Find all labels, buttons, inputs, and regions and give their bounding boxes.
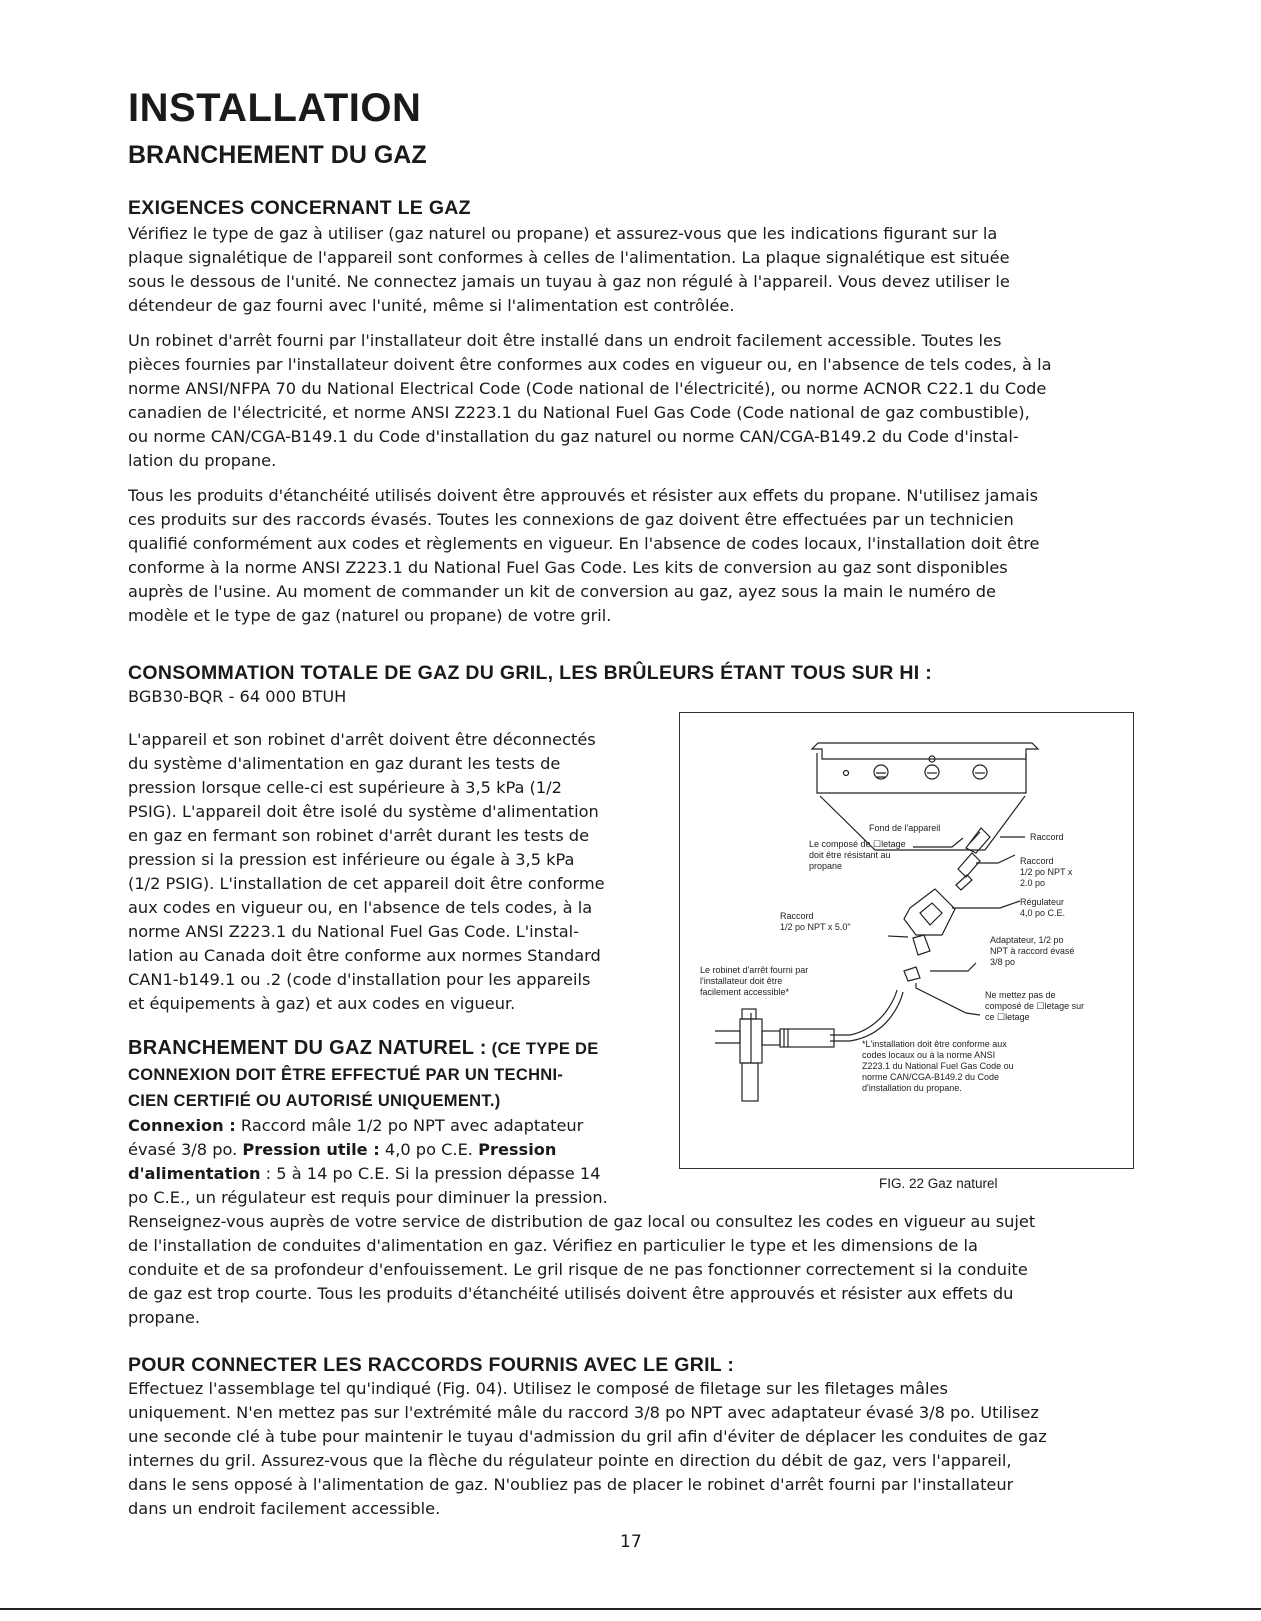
- pression-utile-label: Pression utile :: [242, 1140, 380, 1159]
- page-subtitle: BRANCHEMENT DU GAZ: [128, 141, 427, 169]
- paragraph-line: aux codes en vigueur ou, en l'absence de tels codes, à la: [128, 898, 593, 917]
- paragraph-line: dans le sens opposé à l'alimentation de gaz. N'oubliez pas de placer le robinet d'arrêt fourni par l'installateur: [128, 1475, 1014, 1494]
- paragraph-line: Renseignez-vous auprès de votre service de distribution de gaz local ou consultez les codes en vigueur au sujet: [128, 1212, 1036, 1231]
- paragraph-line: pression lorsque celle-ci est supérieure à 3,5 kPa (1/2: [128, 778, 562, 797]
- paragraph-line: pression si la pression est inférieure ou égale à 3,5 kPa: [128, 850, 575, 869]
- label-robinet: Le robinet d'arrêt fourni par: [700, 965, 809, 975]
- paragraph-line: détendeur de gaz fourni avec l'unité, même si l'alimentation est contrôlée.: [128, 296, 735, 315]
- paragraph-line: sous le dessous de l'unité. Ne connectez jamais un tuyau à gaz non régulé à l'appareil. Vous devez utiliser le: [128, 272, 1010, 291]
- connexion-text: Raccord mâle 1/2 po NPT avec adaptateur: [235, 1116, 584, 1135]
- label-note: d'installation du propane.: [862, 1083, 962, 1093]
- paragraph-line: qualifié conformément aux codes et règlements en vigueur. En l'absence de codes locaux, l'installation doit être: [128, 534, 1040, 553]
- label-ne-mettez: Ne mettez pas de: [985, 990, 1056, 1000]
- consommation-body: [128, 728, 668, 1016]
- label-compose: doit être résistant au: [809, 850, 891, 860]
- label-note: Z223.1 du National Fuel Gas Code ou: [862, 1061, 1014, 1071]
- section-heading: EXIGENCES CONCERNANT LE GAZ: [128, 197, 471, 219]
- text-run: évasé 3/8 po.: [128, 1140, 243, 1159]
- pression-label: Pression: [478, 1140, 557, 1159]
- text-run: 4,0 po C.E.: [379, 1140, 479, 1159]
- paragraph-line: lation du propane.: [128, 451, 277, 470]
- label-raccord: Raccord: [780, 911, 814, 921]
- section-heading: POUR CONNECTER LES RACCORDS FOURNIS AVEC LE GRIL :: [128, 1354, 735, 1376]
- paragraph-line: propane.: [128, 1308, 201, 1327]
- section-exigences: [128, 196, 1138, 628]
- gas-connection-diagram: [680, 713, 1133, 1168]
- paragraph-line: dans un endroit facilement accessible.: [128, 1499, 441, 1518]
- paragraph-line: lation au Canada doit être conforme aux normes Standard: [128, 946, 601, 965]
- label-regulateur: Régulateur: [1020, 897, 1065, 907]
- paragraph-line: Vérifiez le type de gaz à utiliser (gaz naturel ou propane) et assurez-vous que les indications figurant sur la: [128, 224, 998, 243]
- paragraph-line: ces produits sur des raccords évasés. Toutes les connexions de gaz doivent être effectuées par un technicien: [128, 510, 1014, 529]
- section-naturel: [128, 1036, 678, 1210]
- section-heading-note: (CE TYPE DE: [486, 1040, 599, 1058]
- paragraph-line: PSIG). L'appareil doit être isolé du système d'alimentation: [128, 802, 599, 821]
- paragraph-line: auprès de l'usine. Au moment de commander un kit de conversion au gaz, ayez sous la main le numéro de: [128, 582, 996, 601]
- paragraph-line: CAN1-b149.1 ou .2 (code d'installation pour les appareils: [128, 970, 591, 989]
- paragraph-line: conforme à la norme ANSI Z223.1 du National Fuel Gas Code. Les kits de conversion au gaz sont disponibles: [128, 558, 1008, 577]
- label-raccord: 1/2 po NPT x: [1020, 867, 1073, 877]
- label-note: *L'installation doit être conforme aux: [862, 1039, 1007, 1049]
- page-title: INSTALLATION: [128, 86, 422, 130]
- paragraph-line: et équipements à gaz) et aux codes en vigueur.: [128, 994, 516, 1013]
- section-consommation: [128, 661, 1138, 709]
- label-adaptateur: Adaptateur, 1/2 po: [990, 935, 1064, 945]
- paragraph-line: L'appareil et son robinet d'arrêt doivent être déconnectés: [128, 730, 596, 749]
- figure-caption: FIG. 22 Gaz naturel: [879, 1176, 998, 1191]
- paragraph-line: conduite et de sa profondeur d'enfouissement. Le gril risque de ne pas fonctionner correctement si la conduite: [128, 1260, 1028, 1279]
- label-raccord: Raccord: [1020, 856, 1054, 866]
- label-compose: Le composé de ☐letage: [809, 839, 906, 849]
- paragraph-line: ou norme CAN/CGA-B149.1 du Code d'installation du gaz naturel ou norme CAN/CGA-B149.2 du Code d'instal-: [128, 427, 1019, 446]
- label-regulateur: 4,0 po C.E.: [1020, 908, 1066, 918]
- gas-connection-figure: [679, 712, 1134, 1169]
- paragraph-line: Tous les produits d'étanchéité utilisés doivent être approuvés et résister aux effets du propane. N'utilisez jamais: [128, 486, 1039, 505]
- section-heading-note: CIEN CERTIFIÉ OU AUTORISÉ UNIQUEMENT.): [128, 1092, 501, 1110]
- page-number: 17: [620, 1532, 642, 1552]
- label-raccord: Raccord: [1030, 832, 1064, 842]
- paragraph-line: de gaz est trop courte. Tous les produits d'étanchéité utilisés doivent être approuvés et résister aux effets du: [128, 1284, 1014, 1303]
- regulator: [904, 889, 955, 935]
- alimentation-label: d'alimentation: [128, 1164, 261, 1183]
- paragraph-line: Un robinet d'arrêt fourni par l'installateur doit être installé dans un endroit facilement accessible. Toutes les: [128, 331, 1002, 350]
- paragraph-line: plaque signalétique de l'appareil sont conformes à celles de l'alimentation. La plaque signalétique est située: [128, 248, 1010, 267]
- model-rating: BGB30-BQR - 64 000 BTUH: [128, 687, 347, 706]
- paragraph-line: uniquement. N'en mettez pas sur l'extrémité mâle du raccord 3/8 po NPT avec adaptateur évasé 3/8 po. Utilisez: [128, 1403, 1039, 1422]
- paragraph-line: internes du gril. Assurez-vous que la flèche du régulateur pointe en direction du débit de gaz, vers l'appareil,: [128, 1451, 1012, 1470]
- paragraph-line: Effectuez l'assemblage tel qu'indiqué (Fig. 04). Utilisez le composé de filetage sur les filetages mâles: [128, 1379, 948, 1398]
- label-fond: Fond de l'appareil: [869, 823, 941, 833]
- paragraph-line: canadien de l'électricité, et norme ANSI Z223.1 du National Fuel Gas Code (Code national de gaz combustible),: [128, 403, 1030, 422]
- section-heading-note: CONNEXION DOIT ÊTRE EFFECTUÉ PAR UN TECHNI-: [128, 1066, 564, 1084]
- paragraph-line: du système d'alimentation en gaz durant les tests de: [128, 754, 561, 773]
- paragraph-line: une seconde clé à tube pour maintenir le tuyau d'admission du gril afin d'éviter de déplacer les conduites de gaz: [128, 1427, 1047, 1446]
- label-adaptateur: NPT à raccord évasé: [990, 946, 1075, 956]
- bottom-rule: [0, 1608, 1261, 1610]
- paragraph-line: (1/2 PSIG). L'installation de cet appareil doit être conforme: [128, 874, 605, 893]
- paragraph-line: norme ANSI Z223.1 du National Fuel Gas Code. L'instal-: [128, 922, 579, 941]
- section-heading: CONSOMMATION TOTALE DE GAZ DU GRIL, LES BRÛLEURS ÉTANT TOUS SUR HI :: [128, 662, 933, 684]
- label-ne-mettez: ce ☐letage: [985, 1012, 1030, 1022]
- label-ne-mettez: composé de ☐letage sur: [985, 1001, 1085, 1011]
- label-raccord: 1/2 po NPT x 5.0": [780, 922, 851, 932]
- paragraph-line: po C.E., un régulateur est requis pour diminuer la pression.: [128, 1188, 608, 1207]
- label-raccord: 2.0 po: [1020, 878, 1046, 888]
- paragraph-line: en gaz en fermant son robinet d'arrêt durant les tests de: [128, 826, 590, 845]
- paragraph-line: de l'installation de conduites d'alimentation en gaz. Vérifiez en particulier le type et les dimensions de la: [128, 1236, 978, 1255]
- naturel-body: [128, 1210, 1148, 1330]
- paragraph-line: modèle et le type de gaz (naturel ou propane) de votre gril.: [128, 606, 612, 625]
- label-note: codes locaux ou à la norme ANSI: [862, 1050, 996, 1060]
- connexion-label: Connexion :: [128, 1116, 236, 1135]
- label-robinet: l'installateur doit être: [700, 976, 783, 986]
- label-adaptateur: 3/8 po: [990, 957, 1016, 967]
- text-run: : 5 à 14 po C.E. Si la pression dépasse 14: [260, 1164, 601, 1183]
- label-compose: propane: [809, 861, 843, 871]
- label-robinet: facilement accessible*: [700, 987, 790, 997]
- grill-lip: [812, 743, 1038, 759]
- section-heading: BRANCHEMENT DU GAZ NATUREL :: [128, 1037, 487, 1059]
- paragraph-line: pièces fournies par l'installateur doivent être conformes aux codes en vigueur ou, en l'absence de tels codes, à la: [128, 355, 1052, 374]
- label-note: norme CAN/CGA-B149.2 du Code: [862, 1072, 1000, 1082]
- paragraph-line: norme ANSI/NFPA 70 du National Electrical Code (Code national de l'électricité), ou norme ACNOR C22.1 du Code: [128, 379, 1047, 398]
- section-raccords: [128, 1353, 1148, 1521]
